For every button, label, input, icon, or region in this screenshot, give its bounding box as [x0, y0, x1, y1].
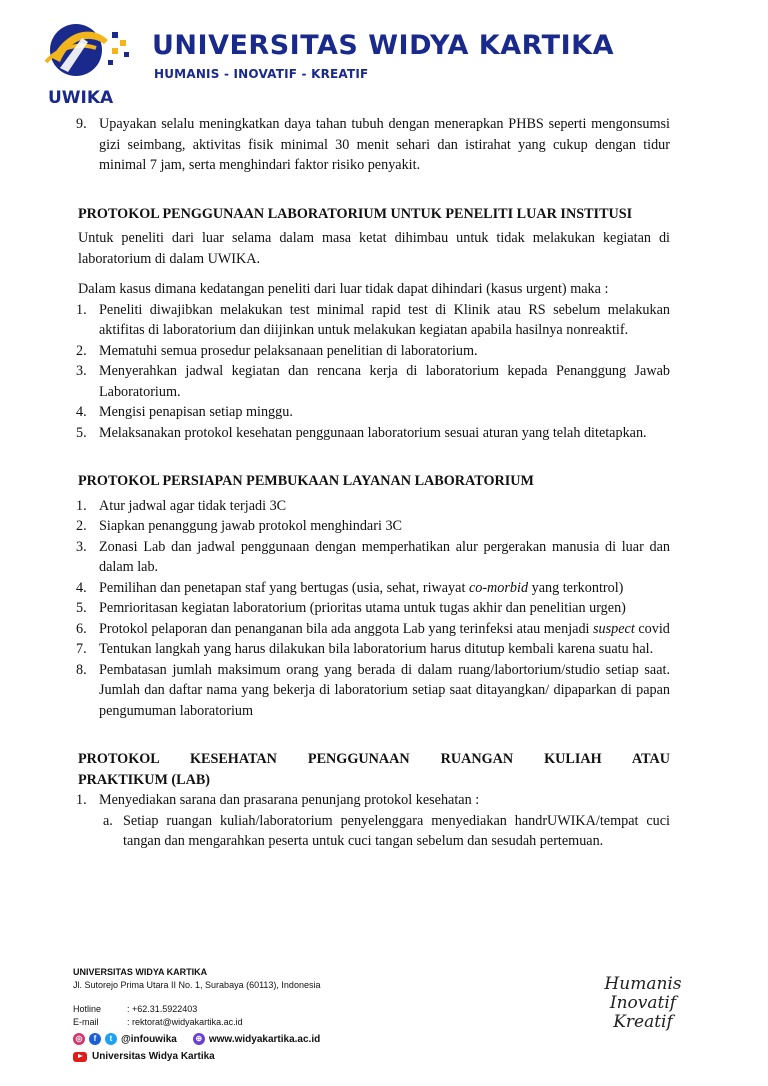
list-item [78, 300, 670, 341]
list-text: Siapkan penanggung jawab protokol menghindari 3C [99, 518, 403, 534]
list-number: 4. [76, 404, 87, 420]
footer-social-row [73, 1033, 320, 1045]
list-item [78, 361, 670, 402]
list-text: Menyerahkan jadwal kegiatan dan rencana kerja di laboratorium kepada Penanggung Jawab Laboratorium. [99, 363, 670, 400]
list-text: Peneliti diwajibkan melakukan test minimal rapid test di Klinik atau RS sebelum melakukan aktifitas di laboratorium dan diijinkan untuk melakukan kegiatan apabila hasilnya nonreaktif. [99, 301, 670, 338]
email-value: : rektorat@widyakartika.ac.id [127, 1017, 243, 1027]
website-link[interactable]: www.widyakartika.ac.id [208, 1033, 321, 1045]
list-text: Pemrioritasan kegiatan laboratorium (prioritas utama untuk tugas akhir dan penelitian urgen) [99, 600, 626, 616]
list-item [78, 341, 670, 362]
section1-paragraph-1: Untuk peneliti dari luar selama dalam masa ketat dihimbau untuk tidak melakukan kegiatan di laboratorium di dalam UWIKA. [78, 230, 670, 267]
list-number: 1. [76, 301, 87, 318]
motto-humanis: Humanis [604, 974, 682, 994]
page-footer [73, 967, 723, 1077]
list-item [78, 537, 670, 578]
list-item [78, 578, 670, 599]
hotline-value: : +62.31.5922403 [127, 1004, 198, 1014]
motto-inovatif: Inovatif [609, 993, 677, 1013]
list-text-italic: co-morbid [468, 579, 529, 596]
list-item [78, 598, 670, 619]
footer-address: Jl. Sutorejo Prima Utara II No. 1, Surabaya (60113), Indonesia [73, 980, 321, 990]
list-text: Mengisi penapisan setiap minggu. [99, 404, 293, 420]
list-text: Zonasi Lab dan jadwal penggunaan dengan memperhatikan alur pergerakan manusia di luar dan dalam lab. [99, 538, 670, 575]
list-number: 1. [76, 497, 87, 514]
list-number: 5. [76, 424, 87, 441]
list-number: 6. [76, 620, 87, 637]
list-text: Protokol pelaporan dan penanganan bila ada anggota Lab yang terinfeksi atau menjadi [99, 620, 594, 637]
footer-script-motto [588, 975, 698, 1032]
list-number: 5. [76, 600, 87, 616]
list-text: Melaksanakan protokol kesehatan penggunaan laboratorium sesuai aturan yang telah ditetapkan. [99, 424, 647, 441]
sub-list-item [78, 811, 670, 852]
list-number: 8. [76, 661, 87, 678]
list-text: Setiap ruangan kuliah/laboratorium penyelenggara menyediakan handrUWIKA/tempat cuci tangan dan mengarahkan peserta untuk cuci tangan sebelum dan sesudah pertemuan. [123, 812, 670, 849]
intro-list [78, 114, 670, 176]
list-number: 2. [76, 342, 87, 359]
list-item [78, 660, 670, 722]
instagram-icon[interactable]: ◎ [73, 1033, 85, 1045]
list-text: yang terkontrol) [528, 579, 624, 596]
list-item [78, 402, 670, 423]
list-text: covid [634, 620, 670, 637]
youtube-channel[interactable]: Universitas Widya Kartika [92, 1051, 215, 1062]
list-text-italic: suspect [593, 620, 635, 637]
footer-email [73, 1017, 243, 1027]
footer-hotline [73, 1004, 197, 1014]
logo-wordmark: UWIKA [48, 88, 114, 108]
list-text: Atur jadwal agar tidak terjadi 3C [99, 497, 287, 514]
section-heading-persiapan-lab: PROTOKOL PERSIAPAN PEMBUKAAN LAYANAN LABORATORIUM [78, 473, 534, 489]
list-number: 2. [76, 518, 87, 534]
email-label: E-mail [73, 1017, 99, 1027]
list-text: Pembatasan jumlah maksimum orang yang berada di dalam ruang/labortorium/studio setiap saat. Jumlah dan daftar nama yang bekerja di laboratorium setiap saat ditayangkan/ dipaparkan di papan pengumuman laboratorium [99, 661, 670, 719]
list-item [78, 639, 670, 660]
list-item [78, 114, 670, 176]
list-text: Tentukan langkah yang harus dilakukan bila laboratorium harus ditutup kembali karena suatu hal. [99, 641, 654, 657]
university-name: UNIVERSITAS WIDYA KARTIKA [152, 30, 614, 61]
list-text: Menyediakan sarana dan prasarana penunjang protokol kesehatan : [99, 792, 480, 808]
list-text: Mematuhi semua prosedur pelaksanaan penelitian di laboratorium. [99, 342, 478, 359]
section3-list [78, 790, 670, 852]
list-number: 3. [76, 363, 87, 379]
list-text: Pemilihan dan penetapan staf yang bertugas (usia, sehat, riwayat [99, 579, 469, 596]
section-heading-ruangan-kuliah-cont: PRAKTIKUM (LAB) [78, 771, 211, 788]
list-number: 3. [76, 538, 87, 555]
list-text: Upayakan selalu meningkatkan daya tahan tubuh dengan menerapkan PHBS seperti mengonsumsi gizi seimbang, aktivitas fisik minimal 30 menit sehari dan istirahat yang cukup dengan tidur minimal 7 jam, serta menghindari faktor risiko penyakit. [99, 116, 670, 173]
list-item [78, 619, 670, 640]
list-number: 9. [76, 116, 87, 132]
globe-icon: ⊕ [193, 1033, 205, 1045]
footer-university-name: UNIVERSITAS WIDYA KARTIKA [73, 967, 208, 977]
youtube-icon[interactable] [73, 1052, 87, 1062]
footer-youtube-row [73, 1051, 215, 1062]
motto-kreatif: Kreatif [613, 1012, 673, 1032]
list-item [78, 496, 670, 517]
hotline-label: Hotline [73, 1004, 102, 1014]
page-header [0, 0, 768, 115]
university-tagline: HUMANIS - INOVATIF - KREATIF [154, 67, 369, 81]
list-number: 4. [76, 579, 87, 596]
list-letter: a. [103, 812, 113, 829]
twitter-icon[interactable]: t [105, 1033, 117, 1045]
section-heading-ruangan-kuliah: PROTOKOL KESEHATAN PENGGUNAAN RUANGAN KULIAH ATAU [78, 751, 670, 767]
list-item [78, 790, 670, 811]
section1-list [78, 300, 670, 444]
section1-paragraph-2: Dalam kasus dimana kedatangan peneliti dari luar tidak dapat dihindari (kasus urgent) maka : [78, 281, 609, 297]
social-handle[interactable]: @infouwika [121, 1033, 177, 1045]
document-body [78, 114, 670, 852]
section2-list [78, 496, 670, 722]
section-heading-peneliti-luar: PROTOKOL PENGGUNAAN LABORATORIUM UNTUK PENELITI LUAR INSTITUSI [78, 205, 633, 222]
list-item [78, 516, 670, 537]
list-number: 1. [76, 792, 87, 808]
list-item [78, 423, 670, 444]
list-number: 7. [76, 641, 87, 657]
facebook-icon[interactable]: f [89, 1033, 101, 1045]
